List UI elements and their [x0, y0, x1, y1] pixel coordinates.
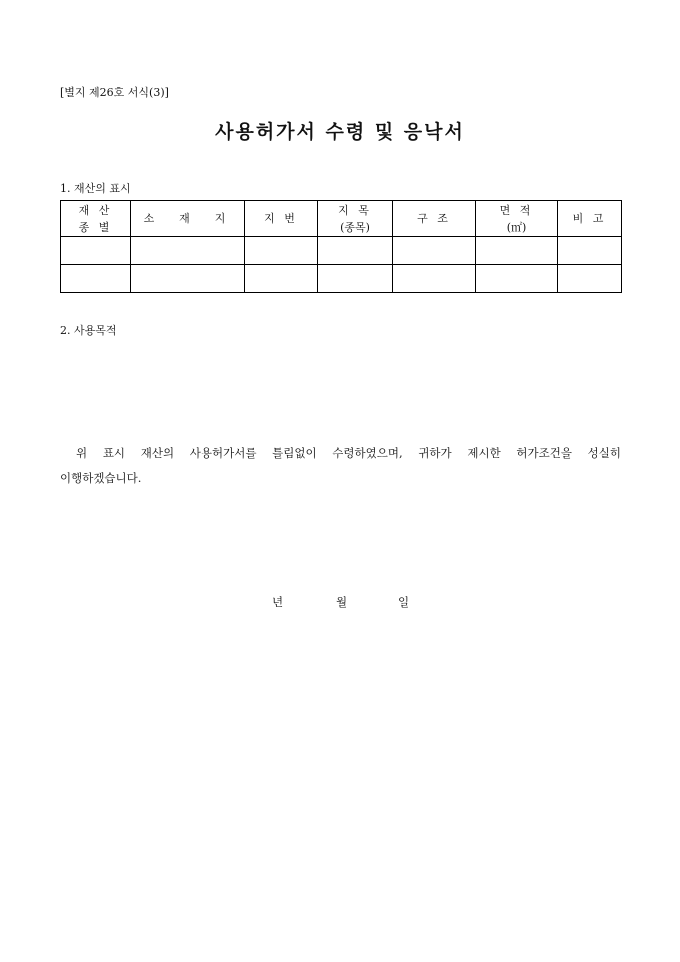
section-property-label: 1. 재산의 표시 — [60, 182, 131, 195]
header-area: 면 적 (㎡) — [476, 201, 558, 237]
table-cell[interactable] — [131, 237, 245, 265]
property-table-header — [61, 201, 622, 237]
date-month-label: 월 — [336, 595, 348, 609]
table-cell[interactable] — [61, 237, 131, 265]
statement-line-2: 이행하겠습니다. — [60, 471, 142, 485]
date-day-label: 일 — [398, 595, 410, 609]
table-cell[interactable] — [245, 265, 318, 293]
acknowledgement-statement — [60, 441, 621, 491]
header-lot-number: 지 번 — [245, 201, 318, 237]
table-cell[interactable] — [61, 265, 131, 293]
table-cell[interactable] — [318, 237, 393, 265]
header-structure: 구 조 — [393, 201, 476, 237]
property-table — [60, 200, 622, 293]
table-cell[interactable] — [476, 237, 558, 265]
form-number: [별지 제26호 서식(3)] — [60, 86, 169, 99]
table-cell[interactable] — [318, 265, 393, 293]
table-cell[interactable] — [245, 237, 318, 265]
document-title: 사용허가서 수령 및 응낙서 — [215, 121, 465, 143]
section-purpose-label: 2. 사용목적 — [60, 324, 117, 337]
header-land-category: 지 목 (종목) — [318, 201, 393, 237]
table-cell[interactable] — [131, 265, 245, 293]
table-row — [61, 237, 622, 265]
table-cell[interactable] — [393, 265, 476, 293]
header-property-type: 재 산 종 별 — [61, 201, 131, 237]
header-remarks: 비 고 — [558, 201, 622, 237]
table-cell[interactable] — [558, 237, 622, 265]
table-row — [61, 265, 622, 293]
statement-line-1: 위 표시 재산의 사용허가서를 틀림없이 수령하였으며, 귀하가 제시한 허가조건을 성실히 — [76, 446, 621, 460]
date-year-label: 년 — [272, 595, 284, 609]
table-cell[interactable] — [558, 265, 622, 293]
table-cell[interactable] — [393, 237, 476, 265]
header-location: 소 재 지 — [131, 201, 245, 237]
table-cell[interactable] — [476, 265, 558, 293]
